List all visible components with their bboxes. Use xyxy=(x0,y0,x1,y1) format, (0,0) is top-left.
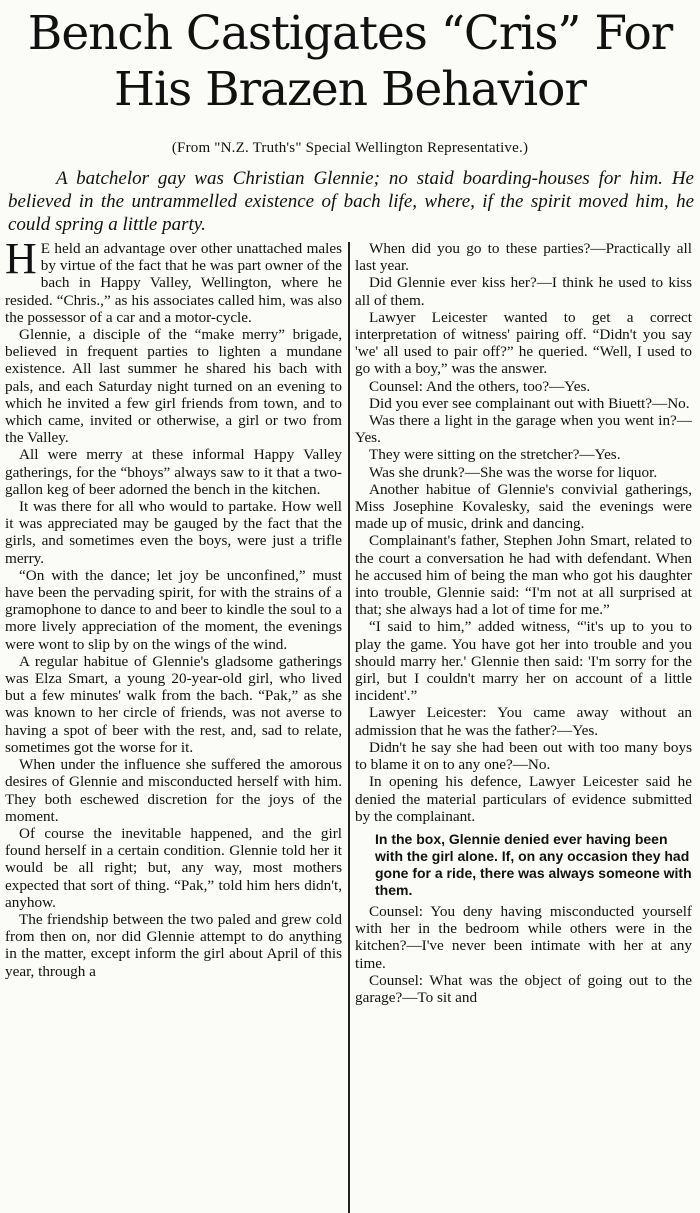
paragraph: Counsel: What was the object of going out to the garage?—To sit and xyxy=(355,971,692,1006)
paragraph: Did you ever see complainant out with Biuett?—No. xyxy=(369,394,690,412)
paragraph: Didn't he say she had been out with too many boys to blame it on to any one?—No. xyxy=(355,738,692,774)
paragraph: When did you go to these parties?—Practically all last year. xyxy=(355,240,692,275)
paragraph-text: E held an advantage over other unattached males by virtue of the fact that he was part owner of the bach in Happy Valley, Wellington, where he resided. “Chris.,” as his associates called him, was also the possessor of a car and a motor-cycle. xyxy=(5,240,342,326)
paragraph: Counsel: And the others, too?—Yes. xyxy=(369,377,591,395)
byline: (From "N.Z. Truth's" Special Wellington Representative.) xyxy=(171,140,529,156)
paragraph: When under the influence she suffered the amorous desires of Glennie and misconducted herself with him. They both eschewed discretion for the joys of the moment. xyxy=(5,756,342,825)
callout-box: In the box, Glennie denied ever having been with the girl alone. If, on any occasion they had gone for a ride, there was always someone with them. xyxy=(375,830,692,898)
paragraph: Did Glennie ever kiss her?—I think he used to kiss all of them. xyxy=(355,274,692,309)
article-columns xyxy=(0,240,700,1213)
paragraph: All were merry at these informal Happy Valley gatherings, for the “bhoys” always saw to it that a two-gallon keg of beer adorned the bench in the kitchen. xyxy=(5,446,342,498)
column-right xyxy=(350,240,698,1213)
paragraph: It was there for all who would to partake. How well it was appreciated may be gauged by the fact that the girls, and sometimes even the boys, were just a trifle merry. xyxy=(5,498,342,567)
paragraph: A regular habitue of Glennie's gladsome gatherings was Elza Smart, a young 20-year-old girl, who lived but a few minutes' walk from the bach. “Pak,” as she was known to her circle of friends, was not averse to having a spot of beer with the rest, and, sad to relate, sometimes got the worse for it. xyxy=(5,652,342,756)
headline: Bench Castigates “Cris” For His Brazen Behavior xyxy=(27,6,673,117)
paragraph: Was she drunk?—She was the worse for liquor. xyxy=(369,463,658,481)
paragraph: Complainant's father, Stephen John Smart, related to the court a conversation he had with defendant. When he accused him of being the man who got his daughter into trouble, Glennie said: “I'm not at all surprised at that; she always had a lot of time for me.” xyxy=(355,532,692,619)
paragraph: Glennie, a disciple of the “make merry” brigade, believed in frequent parties to lighten a mundane existence. All last summer he shared his bach with pals, and each Saturday night turned on an evening to which he invited a few girl friends from town, and to which came, invited or otherwise, a girl or two from the Valley. xyxy=(5,326,342,447)
paragraph: They were sitting on the stretcher?—Yes. xyxy=(369,446,621,464)
paragraph: Lawyer Leicester wanted to get a correct interpretation of witness' pairing off. “Didn't you say 'we' all used to pair off?” he queried. “Well, I used to go with a boy,” was the answer. xyxy=(355,308,692,378)
paragraph: Was there a light in the garage when you went in?—Yes. xyxy=(355,412,692,447)
paragraph: The friendship between the two paled and grew cold from then on, nor did Glennie attempt to do anything in the matter, except inform the girl about April of this year, through a xyxy=(5,910,342,980)
paragraph xyxy=(5,240,342,326)
paragraph: In opening his defence, Lawyer Leicester said he denied the material particulars of evidence submitted by the complainant. xyxy=(355,773,692,825)
column-left xyxy=(0,240,348,1213)
paragraph: Counsel: You deny having misconducted yourself with her in the bedroom while others were in the kitchen?—I've never been intimate with her at any time. xyxy=(355,902,692,972)
paragraph: “I said to him,” added witness, “'it's up to you to play the game. You have got her into trouble and you should marry her.' Glennie then said: 'I'm sorry for the girl, but I couldn't marry her on account of a little incident'.” xyxy=(355,618,692,705)
drop-cap: H xyxy=(5,240,37,283)
paragraph: Another habitue of Glennie's convivial gatherings, Miss Josephine Kovalesky, said the evenings were made up of music, drink and dancing. xyxy=(355,480,692,533)
standfirst: A batchelor gay was Christian Glennie; no staid boarding-houses for him. He believed in the untrammelled existence of bach life, where, if the spirit moved him, he could spring a little party. xyxy=(8,168,694,235)
paragraph: Of course the inevitable happened, and the girl found herself in a certain condition. Glennie told her it would be all right; but, any way, most mothers expected that sort of thing. “Pak,” told him hers didn't, anyhow. xyxy=(5,824,342,911)
paragraph: Lawyer Leicester: You came away without an admission that he was the father?—Yes. xyxy=(355,704,692,739)
paragraph: “On with the dance; let joy be unconfined,” must have been the pervading spirit, for with the strains of a gramophone to dance to and beer to kindle the soul to a more lively appreciation of the moment, the evenings were wont to slip by on the wings of the wind. xyxy=(5,566,342,653)
